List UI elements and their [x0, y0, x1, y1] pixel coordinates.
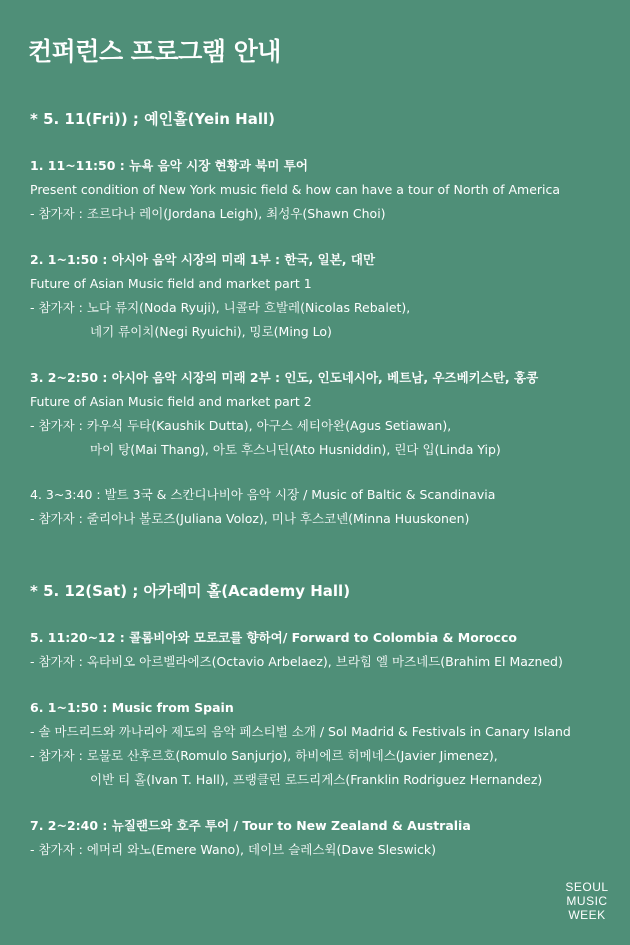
logo-line: WEEK [568, 908, 606, 922]
session-heading: 3. 2~2:50 : 아시아 음악 시장의 미래 2부 : 인도, 인도네시아, 베트남, 우즈베키스탄, 홍콩 [30, 370, 539, 385]
session-heading: 2. 1~1:50 : 아시아 음악 시장의 미래 1부 : 한국, 일본, 대만 [30, 252, 376, 267]
session-participants: - 참가자 : 에머리 와노(Emere Wano), 데이브 슬레스윅(Dave Sleswick) [30, 842, 437, 857]
session-7 [30, 814, 610, 862]
session-heading: 6. 1~1:50 : Music from Spain [30, 700, 234, 715]
session-english-title: Present condition of New York music field & how can have a tour of North of America [30, 182, 561, 197]
seoul-music-week-logo [552, 880, 622, 922]
session-2 [30, 248, 610, 344]
session-participants: - 참가자 : 로물로 산후르호(Romulo Sanjurjo), 하비에르 히메네스(Javier Jimenez), [30, 748, 498, 763]
logo-line: MUSIC [566, 894, 608, 908]
session-heading: 7. 2~2:40 : 뉴질랜드와 호주 투어 / Tour to New Zealand & Australia [30, 818, 471, 833]
session-participants: - 참가자 : 카우식 두타(Kaushik Dutta), 아구스 세티아완(Agus Setiawan), [30, 418, 452, 433]
session-participants: - 참가자 : 조르다나 레이(Jordana Leigh), 최성우(Shawn Choi) [30, 206, 386, 221]
logo-line: SEOUL [565, 880, 609, 894]
session-6 [30, 696, 610, 792]
day-heading-1: * 5. 11(Fri)) ; 예인홀(Yein Hall) [30, 110, 275, 128]
session-english-title: Future of Asian Music field and market part 1 [30, 276, 312, 291]
session-5 [30, 626, 610, 674]
session-detail: - 솔 마드리드와 까나리아 제도의 음악 페스티벌 소개 / Sol Madrid & Festivals in Canary Island [30, 724, 571, 739]
session-participants: - 참가자 : 노다 류지(Noda Ryuji), 니콜라 흐발레(Nicolas Rebalet), [30, 300, 411, 315]
session-3 [30, 366, 610, 462]
session-heading: 5. 11:20~12 : 콜롬비아와 모로코를 향하여/ Forward to Colombia & Morocco [30, 630, 517, 645]
session-heading: 1. 11~11:50 : 뉴욕 음악 시장 현황과 북미 투어 [30, 158, 308, 173]
session-participants: - 참가자 : 줄리아나 볼로즈(Juliana Voloz), 미나 후스코넨(Minna Huuskonen) [30, 511, 470, 526]
session-english-title: Future of Asian Music field and market part 2 [30, 394, 312, 409]
day-heading-2: * 5. 12(Sat) ; 아카데미 홀(Academy Hall) [30, 582, 351, 600]
session-heading: 4. 3~3:40 : 발트 3국 & 스칸디나비아 음악 시장 / Music of Baltic & Scandinavia [30, 487, 496, 502]
session-participants: - 참가자 : 옥타비오 아르벨라에즈(Octavio Arbelaez), 브라힘 엘 마즈네드(Brahim El Mazned) [30, 654, 563, 669]
session-4 [30, 483, 610, 531]
session-participants-continued: 마이 탕(Mai Thang), 아토 후스니딘(Ato Husniddin), 린다 입(Linda Yip) [90, 442, 501, 457]
session-participants-continued: 네기 류이치(Negi Ryuichi), 밍로(Ming Lo) [90, 324, 332, 339]
page-title: 컨퍼런스 프로그램 안내 [28, 37, 281, 66]
session-participants-continued: 이반 티 홀(Ivan T. Hall), 프랭클린 로드리게스(Franklin Rodriguez Hernandez) [90, 772, 543, 787]
session-1 [30, 154, 610, 226]
